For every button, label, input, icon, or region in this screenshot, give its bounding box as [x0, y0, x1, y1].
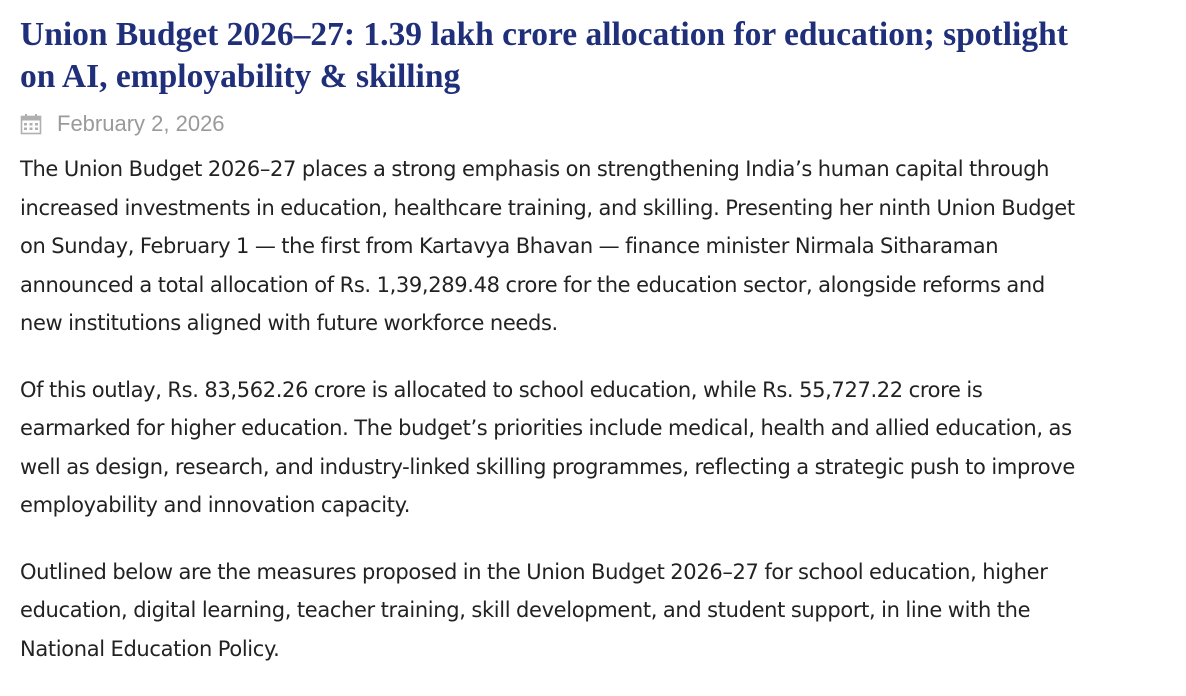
- article-paragraph-3: Outlined below are the measures proposed in the Union Budget 2026–27 for school education, higher education, digital learning, teacher training, skill development, and student support, in line with the National Education Policy.: [20, 559, 1048, 661]
- article-headline: Union Budget 2026–27: 1.39 lakh crore allocation for education; spotlight on AI, employability & skilling: [20, 16, 1068, 95]
- article-body: [20, 150, 1170, 668]
- article-date: February 2, 2026: [57, 111, 225, 136]
- article: [20, 14, 1170, 696]
- article-dateline: [20, 109, 1170, 139]
- article-paragraph-2: Of this outlay, Rs. 83,562.26 crore is allocated to school education, while Rs. 55,727.22 crore is earmarked for higher education. The budget’s priorities include medical, health and allied education, as well as design, research, and industry-linked skilling programmes, reflecting a strategic push to improve employability and innovation capacity.: [20, 377, 1075, 517]
- article-paragraph-1: The Union Budget 2026–27 places a strong emphasis on strengthening India’s human capital through increased investments in education, healthcare training, and skilling. Presenting her ninth Union Budget on Sunday, February 1 — the first from Kartavya Bhavan — finance minister Nirmala Sitharaman announced a total allocation of Rs. 1,39,289.48 crore for the education sector, alongside reforms and new institutions aligned with future workforce needs.: [20, 157, 1075, 335]
- calendar-icon: [20, 113, 42, 135]
